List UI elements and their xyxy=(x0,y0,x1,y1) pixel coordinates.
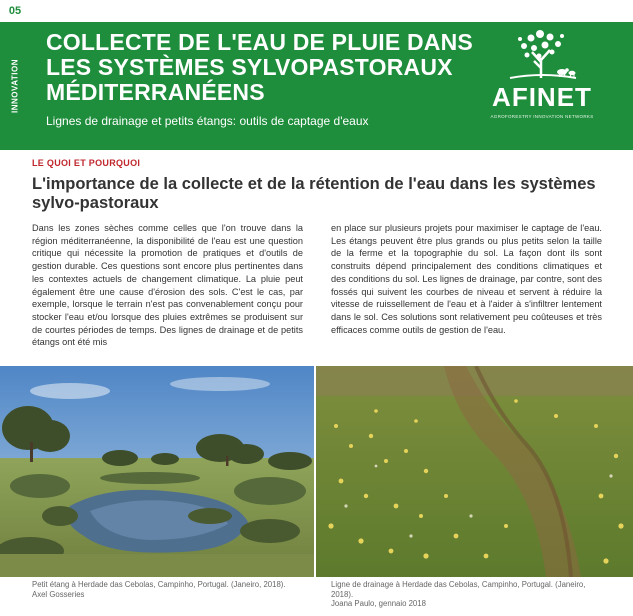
article-column-2: en place sur plusieurs projets pour maximiser le captage de l'eau. Les étangs peuvent être plus grands ou plus petits selon la taille de la ferme et la topographie du sol. La façon dont ils sont construits dépend principalement des conditions climatiques et des conditions du sol. Les lignes de drainage, par contre, sont des fossés qui suivent les courbes de niveau et servent à réduire la vitesse de ruissellement de l'eau et à l'aider à s'infiltrer lentement dans le sol. Ces solutions sont relativement peu coûteuses et très efficaces comme outils de gestion de l'eau. xyxy=(331,223,602,335)
page-title xyxy=(46,30,486,105)
title-line: LES SYSTÈMES SYLVOPASTORAUX xyxy=(46,54,453,80)
photo-drainage-line xyxy=(316,366,633,577)
page-number: 05 xyxy=(0,0,30,22)
drainage-photo-illustration xyxy=(316,366,633,577)
section-label: LE QUOI ET POURQUOI xyxy=(32,158,141,168)
caption-credit: Axel Gosseries xyxy=(32,589,85,599)
article-headline: L'importance de la collecte et de la rétention de l'eau dans les systèmes sylvo-pastoraux xyxy=(32,175,596,212)
page-subtitle: Lignes de drainage et petits étangs: outils de captage d'eaux xyxy=(46,114,369,128)
photo-caption xyxy=(331,580,591,609)
header-banner xyxy=(30,22,633,150)
logo-tagline: AGROFORESTRY INNOVATION NETWORKS xyxy=(490,114,594,119)
caption-text: Ligne de drainage à Herdade das Cebolas, Campinho, Portugal. (Janeiro, 2018). xyxy=(331,580,586,599)
caption-credit: Joana Paulo, gennaio 2018 xyxy=(331,599,426,608)
article-column-1: Dans les zones sèches comme celles que l'on trouve dans la région méditerranéenne, la disponibilité de l'eau est une question critique qui nécessite la promotion de pratiques et d'outils de gestion durable. Ces questions sont encore plus pertinentes dans les contextes actuels de changement climatique. La pluie peut également être une cause d'érosion des sols. C'est le cas, par exemple, lorsque le terrain n'est pas convenablement conçu pour stocker l'eau et/ou lorsque des pluies extrêmes se produisent sur de courtes périodes de temps. Des lignes de drainage et de petits étangs ont été mis xyxy=(32,223,303,348)
logo-wordmark: AFINET xyxy=(492,82,592,112)
category-label: INNOVATION xyxy=(10,58,20,114)
photo-pond xyxy=(0,366,314,577)
pond-photo-illustration xyxy=(0,366,314,577)
caption-text: Petit étang à Herdade das Cebolas, Campinho, Portugal. (Janeiro, 2018). xyxy=(32,580,286,589)
afinet-logo xyxy=(482,28,602,128)
title-line: COLLECTE DE L'EAU DE PLUIE DANS xyxy=(46,29,473,55)
photo-caption xyxy=(32,580,292,599)
title-line: MÉDITERRANÉENS xyxy=(46,79,265,105)
tree-icon xyxy=(504,28,580,84)
